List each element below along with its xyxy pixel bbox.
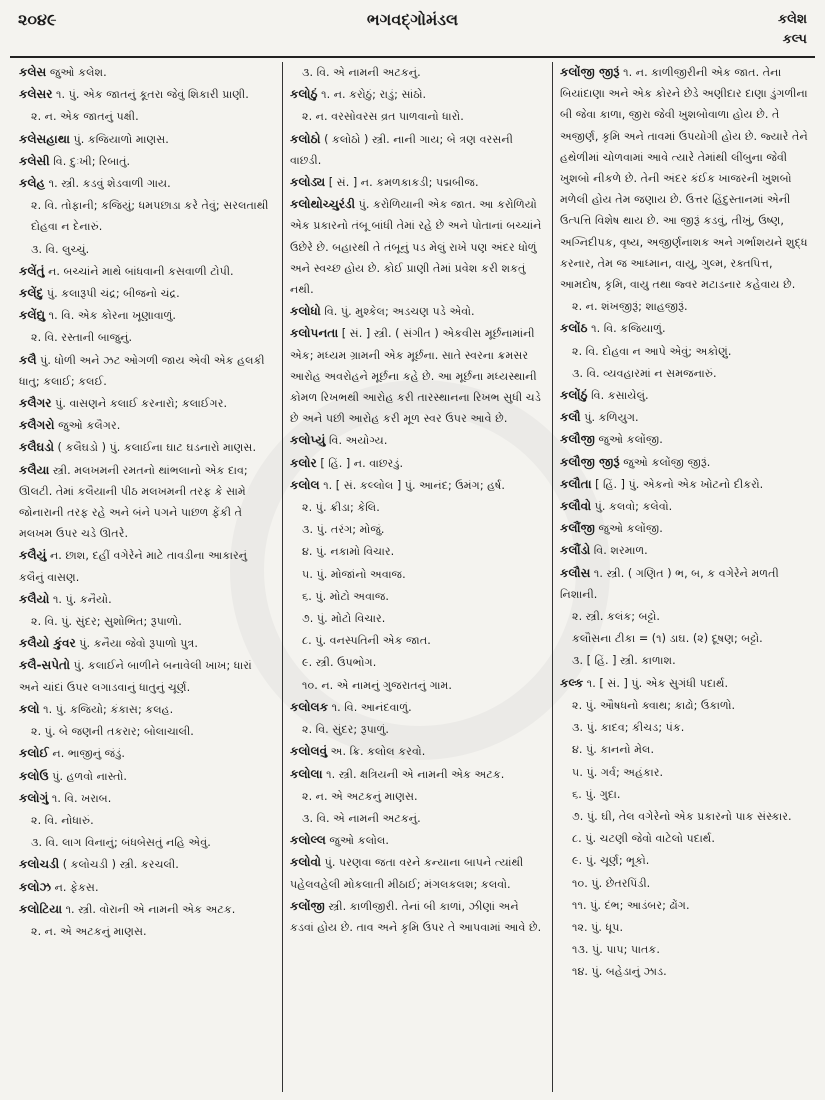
entry-headword: કલેસહાથા [19, 131, 70, 146]
entry-definition: ૨. ન. એ અટકનું માણસ. [302, 789, 418, 803]
dictionary-entry [19, 545, 275, 587]
column-1 [12, 62, 282, 1092]
entry-definition: જુઓ કલેશ. [49, 66, 107, 79]
page-number: ૨૦૪૯ [18, 10, 57, 29]
page-header [0, 0, 825, 58]
entry-headword: કલૈ-સપેતો [19, 658, 70, 673]
entry-definition: ( કલૈઘડો ) પું. કલાઈના ઘાટ ઘડનારો માણસ. [57, 441, 257, 455]
dictionary-subsense [560, 739, 811, 760]
dictionary-subsense [290, 497, 545, 518]
dictionary-entry [19, 415, 275, 436]
dictionary-entry [290, 129, 545, 171]
entry-headword: કલેસર [19, 87, 53, 102]
entry-headword: કલોલવું [290, 744, 328, 759]
entry-definition: ૧. પું. એક જાતનું કૂતરા જેવું શિકારી પ્રાણી. [56, 88, 249, 102]
entry-headword: કલોથોચ્ચુરંડી [290, 197, 356, 212]
guide-word-last: કલ્પ [782, 32, 807, 47]
entry-headword: કલૌસ [560, 565, 591, 580]
entry-definition: ન. બચ્ચાંને માથે બાંધવાની કસવાળી ટોપી. [48, 264, 234, 278]
dictionary-entry [560, 673, 811, 694]
entry-headword: કલોંજી જીરૂં [560, 65, 620, 79]
entry-headword: કલૈઘડો [19, 440, 54, 455]
entry-definition: ૧. વિ. આનંદવાળું. [331, 700, 412, 714]
dictionary-entry [560, 407, 811, 428]
entry-headword: કલોડ્ય [290, 175, 326, 190]
entry-definition: ૨. ન. શંખજીરૂં; શાહજીરૂં. [572, 300, 688, 314]
entry-definition: ૨. વિ. નોધારું. [31, 813, 94, 827]
dictionary-subsense [19, 721, 275, 742]
dictionary-entry [560, 429, 811, 450]
dictionary-subsense [560, 628, 811, 649]
entry-definition: ૩. વિ. વ્યવહારમાં ન સમજનારું. [572, 366, 717, 380]
entry-headword: કલૈ [19, 352, 37, 367]
entry-definition: પું. કલાઈને બાળીને બનાવેલી ખાખ; ધારાં અને ચાંદાં ઉપર લગાડવાનું ધાતુનું ચૂર્ણ. [19, 659, 252, 694]
dictionary-entry [19, 788, 275, 809]
entry-definition: પું. કજિયાળો માણસ. [73, 132, 169, 146]
dictionary-subsense [560, 363, 811, 384]
dictionary-subsense [290, 586, 545, 607]
entry-definition: ૧. ન. કરોઠું; રાડું; સાંઠો. [321, 88, 427, 102]
dictionary-entry [19, 899, 275, 920]
entry-definition: ૪. પું. નકામો વિચાર. [302, 545, 395, 559]
entry-definition: ૮. પું. વનસ્પતિની એક જાત. [302, 634, 431, 648]
entry-headword: કલોઠો [290, 131, 321, 146]
dictionary-subsense [560, 806, 811, 827]
entry-definition: પું. કનૈયા જેવો રૂપાળો પુત્ર. [79, 637, 198, 651]
entry-headword: કલૌવો [560, 499, 592, 514]
dictionary-entry [19, 84, 275, 105]
entry-definition: ૨. વિ. દોહવા ન આપે એવું; અકોણું. [572, 344, 732, 358]
dictionary-entry [560, 518, 811, 539]
entry-definition: ૯. સ્ત્રી. ઉપભોગ. [302, 656, 377, 670]
entry-headword: કલેંદ્યુ [19, 308, 46, 323]
entry-definition: ૩. વિ. એ નામની અટકનું. [302, 66, 421, 79]
entry-definition: પું. વાસણને કલાઈ કરનારો; કલાઈગર. [55, 397, 228, 411]
entry-headword: કલોટિયા [19, 901, 63, 916]
entry-definition: ૨. ન. એ અટકનું માણસ. [31, 924, 147, 938]
dictionary-entry [19, 393, 275, 414]
entry-headword: કલોપ્યું [290, 433, 326, 448]
dictionary-subsense [560, 873, 811, 894]
entry-headword: કલોચડી [19, 857, 60, 872]
entry-definition: ૨. પું. ઔષધનો ક્વાથ; કાઢો; ઉકાળો. [572, 698, 736, 712]
entry-definition: ન. ફેકસ. [54, 880, 99, 894]
dictionary-subsense [290, 652, 545, 673]
dictionary-entry [19, 173, 275, 194]
dictionary-subsense [560, 341, 811, 362]
entry-definition: વિ. પું. મુશ્કેલ; અડચણ પડે એવો. [324, 305, 475, 319]
dictionary-entry [290, 697, 545, 718]
dictionary-subsense [560, 650, 811, 671]
entry-definition: ૩. [ હિં. ] સ્ત્રી. કાળાશ. [572, 654, 676, 668]
dictionary-subsense [290, 519, 545, 540]
entry-definition: ૧. સ્ત્રી. ( ગણિત ) ભ, બ, ક વગેરેને મળતી નિશાની. [560, 566, 779, 601]
entry-definition: ૧૦. પું. છેતરપિંડી. [572, 876, 651, 890]
entry-definition: ૧. સ્ત્રી. કડવું શેડવાળી ગાય. [48, 177, 171, 191]
entry-definition: ૬. પું. મોટો અવાજ. [302, 589, 389, 603]
dictionary-subsense [290, 630, 545, 651]
dictionary-subsense [290, 106, 545, 127]
entry-definition: ૧. સ્ત્રી. વોરાની એ નામની એક અટક. [65, 902, 236, 916]
dictionary-entry [19, 151, 275, 172]
entry-headword: કલોઉ [19, 768, 49, 783]
entry-definition: ૩. પું. તરંગ; મોજું. [302, 523, 385, 537]
dictionary-subsense [19, 810, 275, 831]
entry-headword: કલૌજી [560, 432, 595, 447]
column-3 [552, 62, 818, 1092]
entry-headword: કલોંઠું [560, 388, 588, 403]
dictionary-entry [560, 563, 811, 605]
entry-definition: ૨. ન. વરસોવરસ વ્રત પાળવાનો ધારો. [302, 110, 464, 124]
entry-definition: પું. કરોળિયાની એક જાત. આ કરોળિયો એક પ્રકારનો તંબૂ બાંધી તેમાં રહે છે અને પોતાનાં બચ્ચાંને ઉછેરે છે. બહારથી તે તંબૂનું પડ મેલું રાખે પણ અંદર ધોળું અને સ્વચ્છ હોય છે. કોઈ પ્રાણી તેમાં પ્રવેશ કરી શકતું નથી. [290, 198, 542, 297]
dictionary-entry [560, 385, 811, 406]
dictionary-subsense [290, 786, 545, 807]
entry-headword: કલેંદુ [19, 286, 44, 301]
entry-definition: પું. કલારૂપી ચંદ્ર; બીજનો ચંદ્ર. [46, 287, 180, 301]
entry-definition: કલૌસના ટીકા = (૧) ડાઘ. (૨) દૂષણ; બટ્ટો. [572, 632, 763, 646]
guide-words [778, 10, 807, 50]
entry-definition: જુઓ કલૈગર. [58, 419, 121, 433]
entry-headword: કલોલ [290, 477, 320, 492]
entry-definition: અ. ક્રિ. કલોલ કરવો. [330, 745, 426, 759]
dictionary-entry [19, 633, 275, 654]
entry-definition: ૨. વિ. પું. સુંદર; સુશોભિત; રૂપાળો. [31, 615, 182, 629]
dictionary-subsense [560, 895, 811, 916]
entry-definition: ૭. પું. ઘી, તેલ વગેરેનો એક પ્રકારનો પાક સંસ્કાર. [572, 809, 792, 823]
entry-headword: કલોર [290, 455, 317, 470]
dictionary-entry [560, 540, 811, 561]
entry-headword: કલોગું [19, 790, 49, 805]
entry-headword: કલોઝ [19, 879, 51, 894]
entry-definition: પું. કળિયુગ. [584, 411, 639, 425]
dictionary-entry [290, 896, 545, 938]
dictionary-subsense [560, 917, 811, 938]
dictionary-subsense [560, 850, 811, 871]
dictionary-entry [19, 437, 275, 458]
entry-definition: વિ. દુઃખી; રિબાતું. [53, 154, 131, 168]
dictionary-entry [560, 496, 811, 517]
entry-headword: કલૈયા [19, 462, 50, 477]
dictionary-entry [290, 830, 545, 851]
dictionary-subsense [560, 695, 811, 716]
dictionary-entry [560, 474, 811, 495]
dictionary-subsense [19, 195, 275, 237]
entry-definition: ( કલોચડી ) સ્ત્રી. કરચલી. [62, 858, 179, 872]
dictionary-entry [290, 764, 545, 785]
dictionary-entry [19, 655, 275, 697]
dictionary-subsense [19, 921, 275, 942]
dictionary-entry [19, 877, 275, 898]
dictionary-entry [19, 305, 275, 326]
entry-definition: [ હિં. ] ન. વાછરડું. [320, 456, 404, 470]
entry-definition: ન. છાશ, દહીં વગેરેને માટે તાવડીના આકારનું કલૈનું વાસણ. [19, 549, 248, 584]
entry-definition: ૧૪. પું. બહેડાનું ઝાડ. [572, 965, 667, 979]
dictionary-entry [19, 699, 275, 720]
entry-headword: કલો [19, 701, 40, 716]
entry-headword: કલોલ્લ [290, 833, 326, 848]
dictionary-subsense [290, 608, 545, 629]
dictionary-entry [290, 84, 545, 105]
entry-definition: ૫. પું. મોજાંનો અવાજ. [302, 567, 406, 581]
entry-headword: કલૈગરો [19, 418, 55, 433]
dictionary-subsense [560, 784, 811, 805]
dictionary-subsense [19, 239, 275, 260]
entry-definition: ૨. ન. એક જાતનું પક્ષી. [31, 110, 139, 124]
entry-definition: ૧. [ સં. ] પું. એક સુગંધી પદાર્થ. [586, 676, 729, 690]
dictionary-subsense [19, 327, 275, 348]
dictionary-entry [560, 62, 811, 295]
entry-headword: કલોંઠ [560, 321, 588, 336]
entry-definition: ૧૧. પું. દંભ; આડંબર; ઢોંગ. [572, 898, 690, 912]
entry-definition: ૨. વિ. તોફાની; કજિયું; ધમપછાડા કરે તેવું; સરલતાથી દોહવા ન દેનારું. [31, 199, 269, 234]
dictionary-entry [290, 323, 545, 429]
entry-definition: ૫. પું. ગર્વ; અહંકાર. [572, 765, 664, 779]
entry-definition: ૨. સ્ત્રી. કલંક; બટ્ટો. [572, 610, 660, 624]
dictionary-entry [19, 62, 275, 83]
dictionary-entry [290, 852, 545, 894]
entry-definition: ૩. વિ. લુચ્ચું. [31, 242, 90, 256]
dictionary-subsense [290, 808, 545, 829]
dictionary-entry [19, 350, 275, 392]
entry-definition: ૨. પું. ક્રીડા; કેલિ. [302, 501, 380, 515]
entry-headword: કલૌ [560, 410, 581, 425]
entry-headword: કલૈયો [19, 591, 50, 606]
entry-definition: ૧૨. પું. ધૂપ. [572, 920, 624, 934]
dictionary-entry [560, 318, 811, 339]
entry-definition: ૧૦. ન. એ નામનું ગુજરાતનું ગામ. [302, 678, 452, 692]
entry-headword: કલૈગર [19, 396, 52, 411]
dictionary-entry [19, 589, 275, 610]
entry-definition: વિ. શરમાળ. [593, 544, 648, 558]
entry-definition: ૨. પું. બે જણની તકરાર; બોલાચાલી. [31, 725, 194, 739]
dictionary-entry [290, 194, 545, 300]
entry-definition: સ્ત્રી. કાળીજીરી. તેનાં બી કાળાં, ઝીણાં અને કડવાં હોય છે. તાવ અને કૃમિ ઉપર તે આપવામાં આવે છે. [290, 899, 542, 934]
entry-headword: કલેસ [19, 65, 47, 79]
dictionary-subsense [290, 675, 545, 696]
entry-headword: કલૈયું [19, 548, 47, 563]
entry-definition: [ સં. ] સ્ત્રી. ( સંગીત ) એકવીસ મૂર્છનામાંની એક; મધ્યમ ગ્રામની એક મૂર્છના. સાતે સ્વરના ક્રમસર આરોહ અવરોહને મૂર્છના કહે છે. આ મૂર્છના મધ્યસ્થાની કોમળ રિખભથી આરોહ કરી તારસ્થાનના રિખભ સુધી ચડે છે અને પછી આરોહ કરી મૂળ સ્વર ઉપર આવે છે. [290, 327, 541, 426]
dictionary-subsense [290, 719, 545, 740]
entry-headword: કલૌંજી [560, 521, 595, 536]
dictionary-entry [290, 741, 545, 762]
entry-definition: ૮. પું. ચટણી જેવો વાટેલો પદાર્થ. [572, 832, 715, 846]
dictionary-subsense [560, 939, 811, 960]
entry-headword: કલોવો [290, 855, 322, 870]
entry-definition: ૯. પું. ચૂર્ણ; ભૂકો. [572, 854, 650, 868]
dictionary-columns [12, 62, 818, 1092]
entry-definition: પું. કલવો; કલેવો. [594, 500, 673, 514]
dictionary-entry [290, 301, 545, 322]
dictionary-entry [290, 430, 545, 451]
entry-definition: [ સં. ] ન. કમળકાકડી; પદ્મબીજ. [328, 176, 479, 190]
entry-headword: કલેંતું [19, 263, 45, 278]
entry-definition: ૧. પું. કનૈયો. [52, 592, 112, 606]
entry-definition: જુઓ કલોંજી. [598, 433, 663, 447]
dictionary-entry [19, 283, 275, 304]
entry-definition: ૧. વિ. ખરાબ. [51, 791, 112, 805]
entry-definition: ૧. [ સં. કલ્લોલ ] પું. આનંદ; ઉમંગ; હર્ષ. [323, 478, 505, 492]
entry-definition: ન. ભાજીનું જંડું. [52, 747, 125, 761]
entry-headword: કલોધો [290, 304, 321, 319]
entry-headword: કલોપનતા [290, 326, 339, 341]
dictionary-subsense [560, 717, 811, 738]
dictionary-entry [290, 453, 545, 474]
dictionary-subsense [290, 541, 545, 562]
dictionary-subsense [560, 762, 811, 783]
dictionary-entry [19, 460, 275, 545]
entry-headword: કલોંજી [290, 898, 325, 913]
dictionary-entry [19, 129, 275, 150]
entry-definition: ૧. વિ. એક કોરના ખૂણાવાળું. [48, 309, 176, 323]
entry-definition: [ હિં. ] પું. એકનો એક ખોટનો દીકરો. [595, 477, 764, 491]
entry-headword: કલોઈ [19, 746, 49, 761]
dictionary-entry [19, 766, 275, 787]
dictionary-subsense [290, 62, 545, 83]
entry-definition: ૧. સ્ત્રી. ક્ષત્રિયની એ નામની એક અટક. [326, 767, 505, 781]
entry-headword: કલૈયો કુંવર [19, 636, 76, 651]
entry-definition: ૬. પું. ગુદા. [572, 787, 621, 801]
entry-definition: જુઓ કલોંજી જીરૂં. [623, 455, 711, 469]
dictionary-entry [560, 452, 811, 473]
dictionary-entry [19, 743, 275, 764]
dictionary-subsense [560, 828, 811, 849]
entry-headword: કલેસી [19, 153, 50, 168]
entry-headword: કલૌતા [560, 476, 592, 491]
entry-definition: ૭. પું. મોટો વિચાર. [302, 612, 386, 626]
dictionary-subsense [560, 296, 811, 317]
dictionary-entry [19, 854, 275, 875]
entry-definition: ૩. વિ. લાગ વિનાનું; બંધબેસતું નહિ એવું. [31, 836, 211, 850]
entry-definition: જુઓ કલોલ. [329, 834, 389, 848]
entry-definition: ૨. વિ. સુંદર; રૂપાળું. [302, 723, 389, 737]
entry-definition: ૧. વિ. કજિયાળું. [591, 322, 666, 336]
entry-headword: કલૌજી જીરૂં [560, 454, 620, 469]
dictionary-entry [290, 172, 545, 193]
dictionary-subsense [290, 564, 545, 585]
entry-definition: ૧૩. પું. પાપ; પાતક. [572, 943, 660, 957]
column-2 [282, 62, 552, 1092]
entry-definition: ૧. પું. કજિયો; કંકાસ; કલહ. [43, 702, 174, 716]
entry-definition: વિ. અયોગ્ય. [328, 434, 388, 448]
entry-definition: ૨. વિ. રસ્તાની બાજુનું. [31, 331, 133, 345]
entry-definition: પું. ધોળી અને ઝટ ઓગળી જાય એવી એક હલકી ધાતુ; કલાઈ; કલઈ. [19, 353, 265, 388]
entry-definition: સ્ત્રી. મલખમની રમતનો થાંભલાનો એક દાવ; ઊલટી. તેમાં કલૈયાની પીઠ મલખમની તરફ કે સામે જોનારાની તરફ રહે અને બંને પગને પાછળ ફેંકી તે મલખમ ઉપર ચડે ઊતરે. [19, 463, 248, 541]
entry-headword: કલેહ [19, 176, 46, 191]
entry-headword: કલ્ક [560, 675, 584, 690]
entry-definition: ૩. વિ. એ નામની અટકનું. [302, 811, 421, 825]
entry-definition: ( કલોઠો ) સ્ત્રી. નાની ગાય; બે ત્રણ વરસની વાછડી. [290, 132, 513, 167]
entry-headword: કલૌંડો [560, 543, 591, 558]
dictionary-entry [19, 261, 275, 282]
header-rule [10, 56, 815, 58]
entry-definition: પું. હળવો નાસ્તો. [52, 769, 127, 783]
entry-headword: કલોલક [290, 699, 329, 714]
entry-headword: કલોઠું [290, 87, 318, 102]
entry-definition: ૧. ન. કાળીજીરીની એક જાત. તેના બિયાંદાણા અને એક કોરને છેડે અણીદાર દાણા ડુંગળીના બી જેવા કાળા, જીરા જેવી ખુશબોવાળા હોય છે. તે અજીર્ણ, કૃમિ અને તાવમાં ઉપયોગી હોય છે. જ્યારે તેને હથેળીમાં ચોળવામાં આવે ત્યારે તેમાંથી લીંબુના જેવી ખુશબો નીકળે છે. તેની અંદર કંઈક ખાજરની ખુશબો મળેલી હોય તેમ જણાય છે. ઉત્તર હિંદુસ્તાનમાં એની ઉત્પત્તિ વિશેષ થાય છે. આ જીરૂં કડવું, તીખું, ઉષ્ણ, અગ્નિદીપક, વૃષ્ય, અજીર્ણનાશક અને ગર્ભાશયને શુદ્ધ કરનાર, તેમ જ આધ્માન, વાયુ, ગુલ્મ, રક્તપિત્ત, આમદોષ, કૃમિ, વાયુ તથા જ્વર મટાડનાર કહેવાય છે. [560, 66, 808, 292]
dictionary-subsense [19, 106, 275, 127]
guide-word-first: કલેશ [777, 12, 807, 27]
entry-definition: વિ. કસાયેલું. [591, 389, 649, 403]
dictionary-subsense [19, 611, 275, 632]
running-title: ભગવદ્ગોમંડલ [366, 10, 459, 29]
entry-headword: કલોલા [290, 766, 323, 781]
entry-definition: જુઓ કલોંજી. [598, 522, 663, 536]
entry-definition: ૪. પું. કાનનો મેલ. [572, 743, 654, 757]
dictionary-subsense [19, 832, 275, 853]
entry-definition: ૩. પું. કાદવ; કીચડ; પંક. [572, 721, 685, 735]
dictionary-entry [290, 475, 545, 496]
entry-definition: પું. પરણવા જતા વરને કન્યાના બાપને ત્યાંથી પહેલવહેલી મોકલાતી મીઠાઈ; મંગલકલશ; કલવો. [290, 856, 524, 891]
dictionary-subsense [560, 961, 811, 982]
dictionary-subsense [560, 606, 811, 627]
